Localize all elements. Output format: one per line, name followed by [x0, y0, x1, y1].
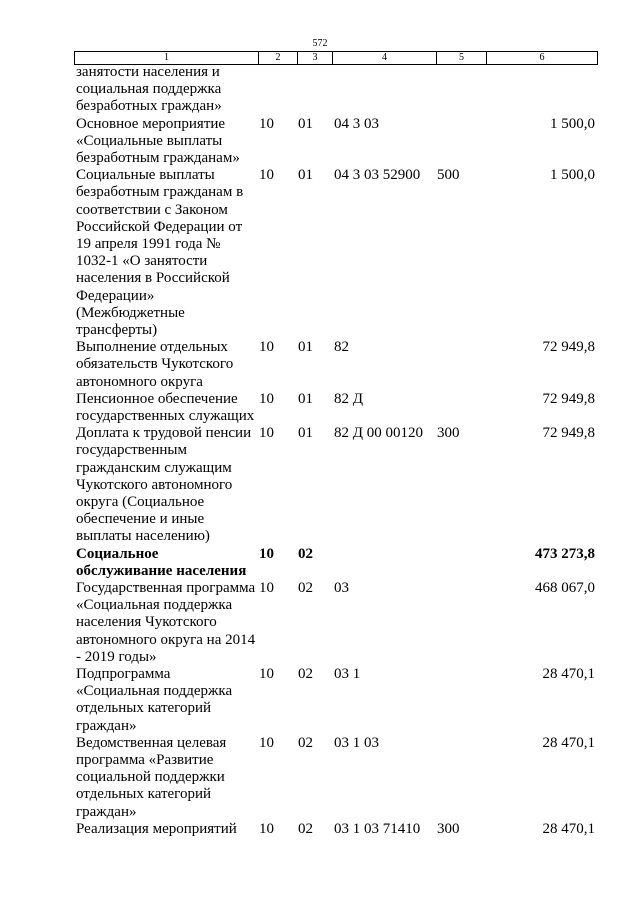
description-line: автономного округа на 2014 [76, 631, 256, 648]
description-line: государственным [76, 442, 187, 459]
row-description [76, 116, 260, 168]
amount: 72 949,8 [542, 339, 595, 356]
description-line: обеспечение и иные [76, 511, 205, 528]
description-line: занятости населения и [76, 64, 220, 80]
section-code: 10 [259, 115, 274, 132]
row-description [76, 64, 260, 116]
expense-type-code: 300 [437, 820, 460, 837]
table-row [0, 64, 640, 116]
column-header-5: 5 [437, 52, 487, 64]
description-line: автономного округа [76, 373, 203, 390]
target-article-code: 03 1 03 71410 [334, 820, 421, 837]
target-article-code: 03 [334, 579, 349, 596]
description-line: государственных служащих [76, 407, 255, 424]
table-row [0, 735, 640, 821]
section-code: 10 [259, 579, 274, 596]
row-description [76, 580, 260, 666]
target-article-code: 82 Д [334, 390, 363, 407]
amount: 28 470,1 [542, 734, 595, 751]
expense-type-code: 300 [437, 425, 460, 442]
subsection-code: 01 [298, 339, 313, 356]
section-code: 10 [259, 339, 274, 356]
description-line: Социальные выплаты [76, 167, 215, 184]
row-description [76, 167, 260, 339]
description-line: «Социальная поддержка [76, 683, 233, 700]
description-line: граждан» [76, 803, 137, 820]
description-line: социальной поддержки [76, 769, 225, 786]
table-row [0, 167, 640, 339]
table-row [0, 666, 640, 735]
description-line: Чукотского автономного [76, 476, 233, 493]
subsection-code: 01 [298, 425, 313, 442]
description-line: Социальное [76, 545, 159, 562]
column-header-6: 6 [539, 52, 545, 63]
amount: 1 500,0 [550, 167, 595, 184]
section-code: 10 [259, 167, 274, 184]
description-line: отдельных категорий [76, 786, 212, 803]
subsection-code: 01 [298, 115, 313, 132]
row-description [76, 546, 260, 580]
row-description [76, 425, 260, 545]
section-code: 10 [259, 425, 274, 442]
section-code: 10 [259, 820, 274, 837]
description-line: обслуживание населения [76, 562, 247, 579]
description-line: граждан» [76, 717, 137, 734]
description-line: Ведомственная целевая [76, 734, 227, 751]
description-line: Федерации» [76, 287, 155, 304]
subsection-code: 01 [298, 167, 313, 184]
row-description [76, 391, 260, 425]
amount: 468 067,0 [535, 579, 595, 596]
description-line: «Социальная поддержка [76, 597, 233, 614]
description-line: безработным гражданам» [76, 150, 240, 166]
subsection-code: 02 [298, 579, 313, 596]
table-row [0, 546, 640, 580]
description-line: Пенсионное обеспечение [76, 390, 238, 407]
table-row [0, 391, 640, 425]
amount: 72 949,8 [542, 390, 595, 407]
target-article-code: 04 3 03 52900 [334, 167, 421, 184]
column-header-2: 2 [259, 52, 298, 64]
amount: 28 470,1 [542, 665, 595, 682]
row-description [76, 666, 260, 735]
description-line: обязательств Чукотского [76, 356, 234, 373]
description-line: Выполнение отдельных [76, 339, 228, 356]
page-number: 572 [312, 38, 328, 49]
target-article-code: 04 3 03 [334, 115, 379, 132]
table-row [0, 425, 640, 545]
target-article-code: 82 Д 00 00120 [334, 425, 423, 442]
subsection-code: 02 [298, 545, 313, 562]
description-line: Доплата к трудовой пенсии [76, 425, 252, 442]
description-line: - 2019 годы» [76, 648, 157, 665]
description-line: населения в Российской [76, 270, 230, 287]
description-line: (Межбюджетные [76, 304, 185, 321]
subsection-code: 02 [298, 820, 313, 837]
budget-table-body [0, 64, 640, 838]
description-line: 19 апреля 1991 года № [76, 236, 221, 252]
column-header-4: 4 [333, 52, 437, 64]
row-description [76, 735, 260, 821]
description-line: 1032-1 «О занятости [76, 253, 208, 270]
table-row [0, 580, 640, 666]
target-article-code: 03 1 03 [334, 734, 379, 751]
description-line: программа «Развитие [76, 751, 214, 768]
target-article-code: 03 1 [334, 665, 361, 682]
table-row [0, 821, 640, 838]
amount: 1 500,0 [550, 115, 595, 132]
description-line: социальная поддержка [76, 81, 222, 98]
column-header-3: 3 [298, 52, 333, 64]
description-line: Реализация мероприятий [76, 820, 237, 837]
amount: 72 949,8 [542, 425, 595, 442]
row-description [76, 821, 260, 838]
subsection-code: 02 [298, 734, 313, 751]
description-line: гражданским служащим [76, 459, 232, 476]
description-line: Российской Федерации от [76, 218, 243, 235]
target-article-code: 82 [334, 339, 349, 356]
amount: 473 273,8 [535, 545, 595, 562]
section-code: 10 [259, 390, 274, 407]
amount: 28 470,1 [542, 820, 595, 837]
subsection-code: 01 [298, 390, 313, 407]
table-header-row [74, 51, 598, 65]
table-row [0, 339, 640, 391]
description-line: отдельных категорий [76, 700, 212, 717]
description-line: населения Чукотского [76, 614, 217, 631]
section-code: 10 [259, 545, 274, 562]
description-line: соответствии с Законом [76, 201, 228, 218]
description-line: «Социальные выплаты [76, 132, 223, 149]
expense-type-code: 500 [437, 167, 460, 184]
description-line: трансферты) [76, 322, 158, 339]
description-line: безработным гражданам в [76, 184, 244, 201]
subsection-code: 02 [298, 665, 313, 682]
section-code: 10 [259, 734, 274, 751]
column-header-1: 1 [75, 52, 259, 64]
description-line: безработных граждан» [76, 98, 222, 115]
row-description [76, 339, 260, 391]
table-row [0, 116, 640, 168]
section-code: 10 [259, 665, 274, 682]
description-line: Основное мероприятие [76, 115, 226, 132]
description-line: Государственная программа [76, 579, 256, 596]
description-line: Подпрограмма [76, 665, 171, 682]
description-line: округа (Социальное [76, 493, 205, 510]
description-line: выплаты населению) [76, 528, 210, 545]
